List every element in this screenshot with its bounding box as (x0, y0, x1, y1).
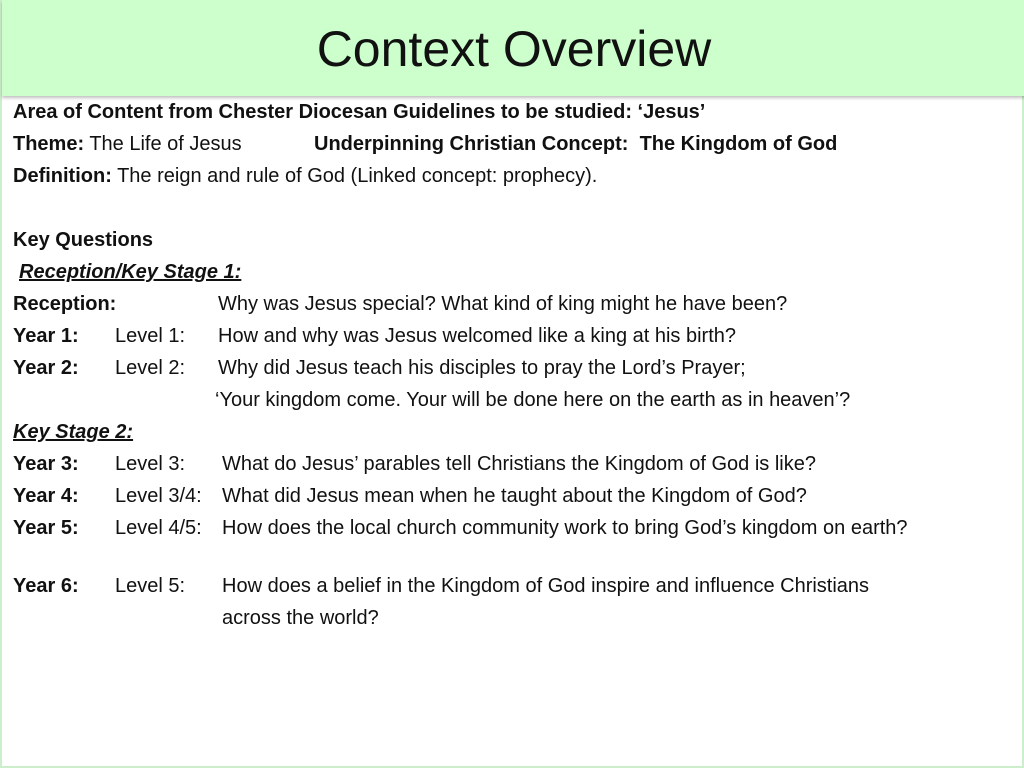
level-label: Level 4/5: (115, 517, 202, 539)
theme-value: The Life of Jesus (89, 133, 242, 155)
ks1-row-year2 (13, 353, 1013, 385)
definition-label: Definition: (13, 165, 112, 187)
question-text: How does a belief in the Kingdom of God inspire and influence Christians (222, 575, 870, 597)
question-text: How does the local church community work to bring God’s kingdom on earth? (222, 517, 908, 539)
year-label: Year 4: (13, 485, 79, 507)
definition-line (13, 161, 1013, 193)
year-label: Year 6: (13, 575, 79, 597)
ks1-continuation-line (13, 385, 1013, 417)
level-label: Level 3: (115, 453, 186, 475)
theme-label: Theme: (13, 133, 85, 155)
level-label: Level 2: (115, 357, 186, 379)
year-label: Year 2: (13, 357, 79, 379)
year-label: Year 5: (13, 517, 79, 539)
concept-value: The Kingdom of God (639, 133, 838, 155)
question-continuation: ‘Your kingdom come. Your will be done here on the earth as in heaven’? (215, 389, 851, 411)
year-label: Year 3: (13, 453, 79, 475)
theme-line (13, 129, 1013, 161)
level-label: Level 1: (115, 325, 186, 347)
ks1-row-reception (13, 289, 1013, 321)
ks1-row-year1 (13, 321, 1013, 353)
ks1-heading: Reception/Key Stage 1: (19, 261, 242, 283)
slide-body (13, 97, 1013, 635)
year-label: Year 1: (13, 325, 79, 347)
definition-value: The reign and rule of God (Linked concept: prophecy). (117, 165, 598, 187)
slide-title: Context Overview (316, 21, 712, 77)
ks2-continuation-line (13, 603, 1013, 635)
ks2-row-year6 (13, 571, 1013, 603)
ks2-row-year3 (13, 449, 1013, 481)
level-label: Level 5: (115, 575, 186, 597)
concept-label: Underpinning Christian Concept: (314, 133, 629, 155)
level-label: Level 3/4: (115, 485, 202, 507)
question-text: Why did Jesus teach his disciples to pray the Lord’s Prayer; (218, 357, 746, 379)
title-bar (2, 0, 1024, 96)
ks2-row-year5 (13, 513, 1013, 571)
key-questions-heading: Key Questions (13, 229, 154, 251)
ks2-heading-line (13, 417, 1013, 449)
question-text: What do Jesus’ parables tell Christians the Kingdom of God is like? (222, 453, 816, 475)
area-of-content: Area of Content from Chester Diocesan Guidelines to be studied: ‘Jesus’ (13, 101, 706, 123)
concept-line (314, 129, 837, 159)
question-text: How and why was Jesus welcomed like a king at his birth? (218, 325, 737, 347)
question-continuation: across the world? (222, 607, 379, 629)
ks1-heading-line (13, 257, 1013, 289)
ks2-row-year4 (13, 481, 1013, 513)
question-text: What did Jesus mean when he taught about the Kingdom of God? (222, 485, 807, 507)
year-label: Reception: (13, 293, 117, 315)
ks2-heading: Key Stage 2: (13, 421, 134, 443)
spacer (13, 193, 1013, 225)
question-text: Why was Jesus special? What kind of king might he have been? (218, 293, 788, 315)
